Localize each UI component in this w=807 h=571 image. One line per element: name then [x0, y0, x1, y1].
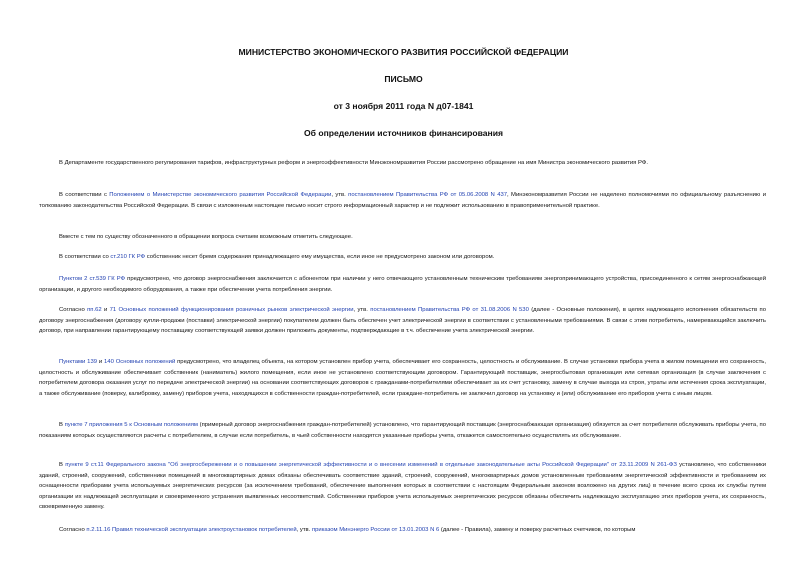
paragraph-text: собственник несет бремя содержания принадлежащего ему имущества, если иное не предусмотрено законом или договором.	[145, 254, 495, 260]
paragraph-text: В	[59, 462, 66, 468]
reference-link[interactable]: п.2.11.16 Правил технической эксплуатации электроустановок потребителей	[86, 527, 297, 533]
paragraph-text: В	[59, 422, 65, 428]
paragraph	[39, 274, 766, 295]
document-type: ПИСЬМО	[384, 74, 423, 84]
reference-link[interactable]: пп.62	[87, 307, 102, 313]
reference-link[interactable]: Положением о Министерстве экономического развития Российской Федерации	[109, 192, 332, 198]
reference-link[interactable]: Пунктом 2 ст.539 ГК РФ	[59, 276, 126, 282]
paragraph-text: (примерный договор энергоснабжения граждан-потребителей) установлено, что гарантирующий поставщик (энергоснабжающая организация) обязуется за счет потребителя обслуживать приборы учета, по показаниям которых осуществляются расчеты с потребителем, в случае если потребитель, в чьей собственности находятся указанные приборы учета, откажется самостоятельно осуществлять их обслуживание.	[39, 422, 766, 439]
paragraph-text: В соответствии со	[59, 254, 111, 260]
paragraph-text: (далее - Основные положения), в целях надлежащего исполнения обязательств по договору энергоснабжения (договору купли-продажи (поставки) электрической энергии) покупателем должен быть обеспечен учет электрической энергии в соответствии с установленными требованиями. В связи с этим потребитель, намеревающийся заключить договор, при направлении гарантирующему поставщику соответствующей заявки должен приложить документы, подтверждающие в т.ч. обеспечение учета электрической энергии.	[39, 307, 766, 335]
paragraph-text: (далее - Правила), замену и поверку расчетных счетчиков, по которым	[439, 527, 636, 533]
reference-link[interactable]: постановлением Правительства РФ от 05.06.2008 N 437	[348, 192, 508, 198]
paragraph-text: и	[101, 307, 110, 313]
paragraph-text: , Минэкономразвития России не наделено полномочиями по официальному разъяснению и толкованию законодательства Российской Федерации. В связи с изложенным настоящее письмо носит строго информационный характер и не подлежит использованию в правоприменительной практике.	[39, 192, 767, 209]
paragraph	[39, 158, 766, 169]
paragraph	[39, 252, 766, 263]
paragraph	[39, 305, 766, 337]
paragraph	[39, 525, 766, 536]
paragraph-text: В соответствии с	[59, 192, 110, 198]
paragraph	[39, 190, 766, 211]
paragraph-text: В Департаменте государственного регулирования тарифов, инфраструктурных реформ и энергоэффективности Минэкономразвития России рассмотрено обращение на имя Министра экономического развития РФ.	[59, 160, 648, 166]
paragraph-text: , утв.	[296, 527, 312, 533]
paragraph-text: , утв.	[331, 192, 349, 198]
reference-link[interactable]: ст.210 ГК РФ	[110, 254, 146, 260]
reference-link[interactable]: пункте 9 ст.11 Федерального закона "Об энергосбережении и о повышении энергетической эффективности и о внесении изменений в отдельные законодательные акты Российской Федерации" от 23.11.2009 N 261-ФЗ	[65, 462, 677, 468]
paragraph-text: предусмотрено, что владелец объекта, на котором установлен прибор учета, обеспечивает его сохранность, целостность и обслуживание. В случае установки прибора учета в жилом помещении его сохранность, целостность и обслуживание обеспечивает собственник (наниматель) жилого помещения, если иное не установлено соответствующим договором. Гарантирующий поставщик, энергосбытовая организация или сетевая организация (в случае заключения с потребителем договора оказания услуг по передаче электрической энергии) на основании соответствующих договоров с гражданами-потребителями обеспечивает за их счет установку, замену в случае выхода из строя, утраты или истечения срока эксплуатации, а также обслуживание (поверку, калибровку, замену) приборов учета, находящихся в собственности граждан-потребителей, если граждане-потребитель не заключил договор на установку и (или) обслуживание его приборов учета с иным лицом.	[39, 359, 766, 397]
paragraph-text: установлено, что собственники зданий, строений, сооружений, собственники помещений в многоквартирных домах обязаны обеспечивать соответствие зданий, строений, сооружений, многоквартирных домов установленным требованиям энергетической эффективности и требованиям их оснащенности приборами учета используемых энергетических ресурсов (за исключением требований, обеспечение выполнения которых в соответствии с настоящим Федеральным законом возложено на других лиц) в течение всего срока их службы путем организации их надлежащей эксплуатации и своевременного устранения выявленных несоответствий. Собственники приборов учета используемых энергетических ресурсов обязаны обеспечить надлежащую эксплуатацию этих приборов учета, их сохранность, своевременную замену.	[39, 462, 767, 511]
ministry-title: МИНИСТЕРСТВО ЭКОНОМИЧЕСКОГО РАЗВИТИЯ РОССИЙСКОЙ ФЕДЕРАЦИИ	[238, 47, 569, 57]
paragraph-text: , утв.	[353, 307, 371, 313]
reference-link[interactable]: 140 Основных положений	[104, 359, 176, 365]
paragraph	[39, 357, 766, 399]
reference-link[interactable]: 71 Основных положений функционирования розничных рынков электрической энергии	[109, 307, 354, 313]
paragraph	[39, 232, 766, 243]
reference-link[interactable]: Пунктами 139	[59, 359, 98, 365]
paragraph-text: Согласно	[59, 527, 87, 533]
paragraph-text: Вместе с тем по существу обозначенного в обращении вопроса считаем возможным отметить следующее.	[59, 234, 353, 240]
reference-link[interactable]: приказом Минэнерго России от 13.01.2003 N 6	[311, 527, 440, 533]
reference-link[interactable]: пункте 7 приложения 5 к Основным положениям	[64, 422, 198, 428]
reference-link[interactable]: постановлением Правительства РФ от 31.08.2006 N 530	[370, 307, 529, 313]
document-date-number: от 3 ноября 2011 года N д07-1841	[333, 101, 474, 111]
paragraph-text: Согласно	[59, 307, 88, 313]
paragraph-text: предусмотрено, что договор энергоснабжения заключается с абонентом при наличии у него отвечающего установленным техническим требованиям энергопринимающего устройства, присоединенного к сетям энергоснабжающей организации, и другого необходимого оборудования, а также при обеспечении учета потребления энергии.	[39, 276, 766, 293]
paragraph	[39, 460, 766, 513]
paragraph	[39, 420, 766, 441]
paragraph-text: и	[97, 359, 105, 365]
document-subject: Об определении источников финансирования	[303, 128, 504, 138]
